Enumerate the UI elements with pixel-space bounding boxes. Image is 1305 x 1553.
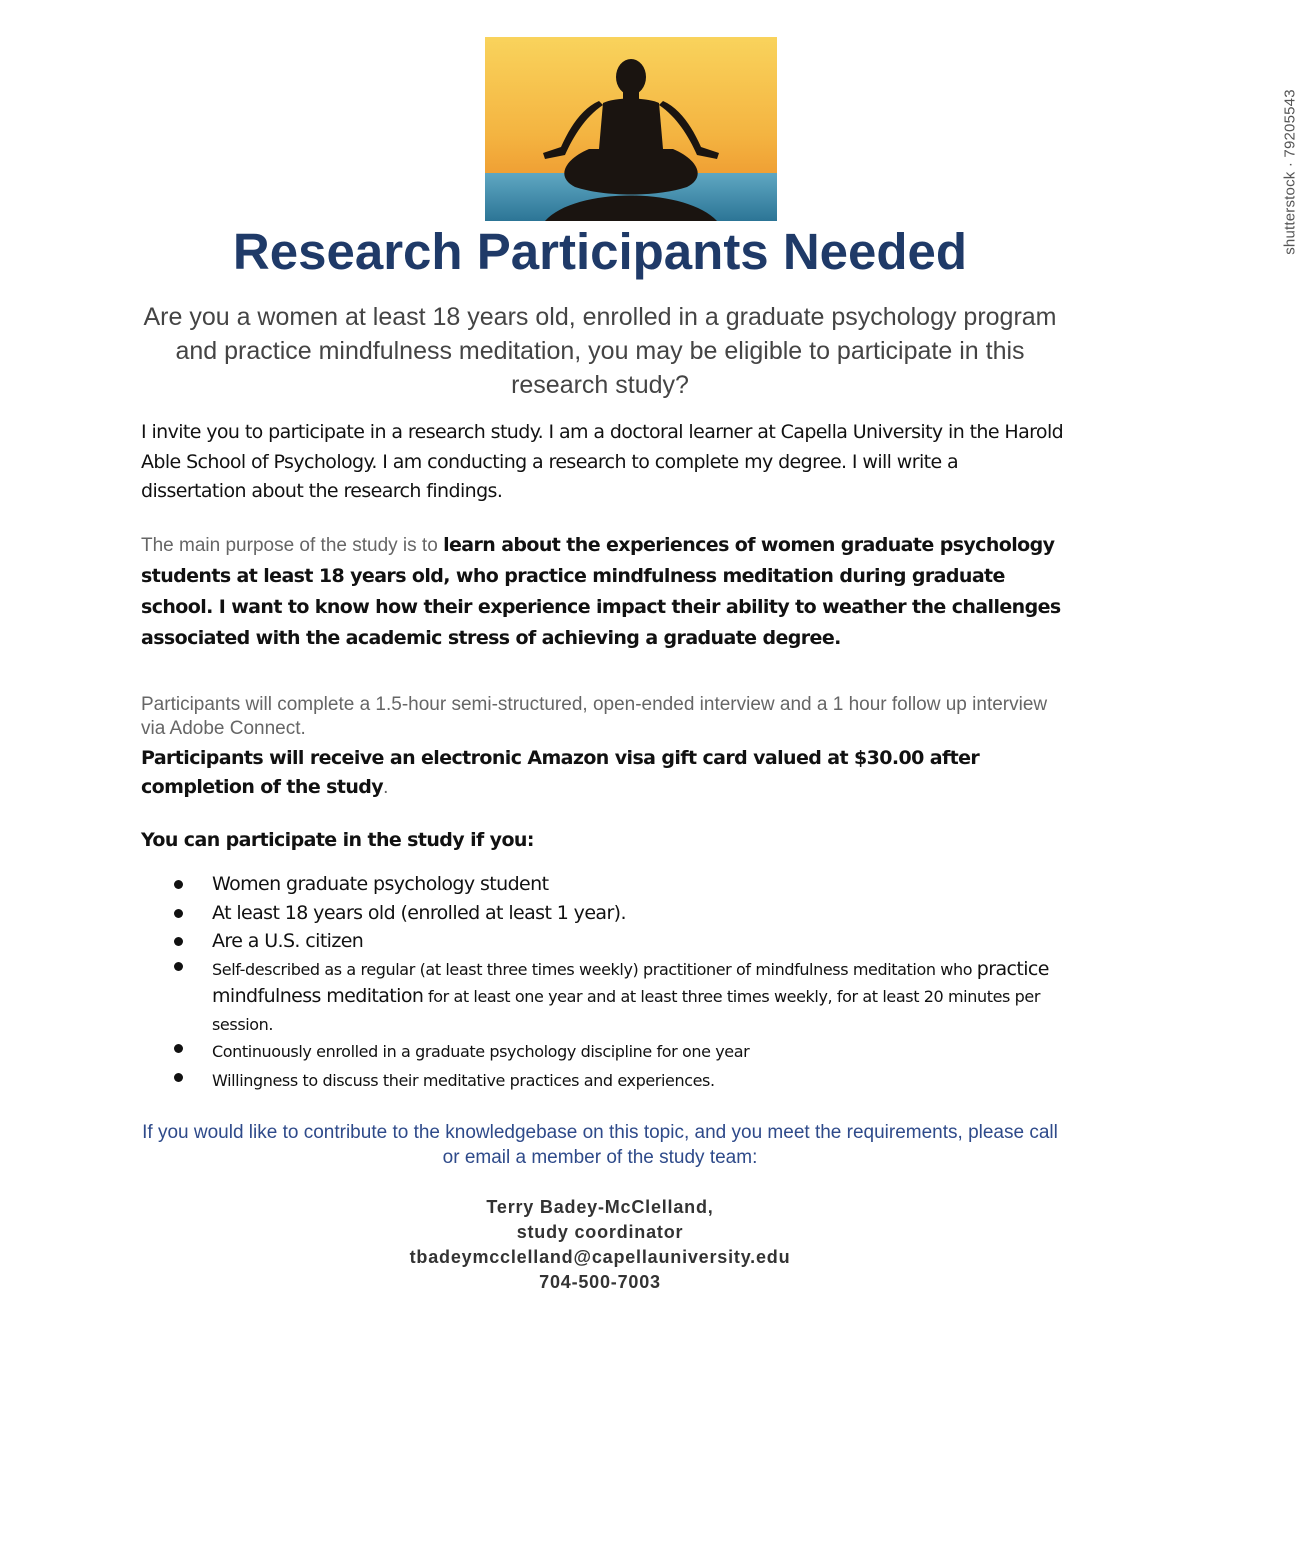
criterion-text: Continuously enrolled in a graduate psychology discipline for one year [212,1042,750,1061]
criterion-text: Are a U.S. citizen [212,930,364,952]
call-to-action: If you would like to contribute to the knowledgebase on this topic, and you meet the requirements, please call or email a member of the study team: [142,1122,1058,1168]
list-item [172,1067,1072,1095]
contact-block [0,1195,1200,1295]
meditation-silhouette-icon [485,37,777,221]
purpose-lead: The main purpose of the study is to [141,535,444,556]
eligibility-heading: You can participate in the study if you: [141,829,534,851]
bullet-icon [174,962,183,971]
gift-card-notice [141,744,1066,802]
bullet-icon [174,1073,183,1082]
criterion-text: Willingness to discuss their meditative practices and experiences. [212,1071,715,1090]
criterion-text: Women graduate psychology student [212,873,549,895]
interview-description: Participants will complete a 1.5-hour semi-structured, open-ended interview and a 1 hour follow up interview via Adobe Connect. [141,694,1048,739]
bullet-icon [174,880,183,889]
intro-paragraph: I invite you to participate in a research study. I am a doctoral learner at Capella University in the Harold Able School of Psychology. I am conducting a research to complete my degree. I will write a dissertation about the research findings. [141,421,1064,502]
list-item [172,956,1072,1039]
page-title: Research Participants Needed [232,223,968,280]
list-item [172,870,1072,899]
eligibility-criteria-list [172,870,1072,1095]
purpose-paragraph [141,530,1066,654]
watermark [1275,89,1305,255]
purpose-body: learn about the experiences of women graduate psychology students at least 18 years old, who practice mindfulness meditation during graduate school. I want to know how their experience impact their ability to weather the challenges associated with the academic stress of achieving a graduate degree. [141,534,1061,649]
logo [485,37,1299,255]
watermark-text: shutterstock · 79205543 [1281,89,1299,255]
criterion-text-after: for at least one year and at least three times weekly, for at least 20 minutes per session. [212,987,1041,1034]
criterion-text-before: Self-described as a regular (at least three times weekly) practitioner of mindfulness meditation who [212,959,977,979]
contact-name: Terry Badey-McClelland, [486,1197,714,1217]
contact-email[interactable]: tbadeymcclelland@capellauniversity.edu [409,1247,791,1267]
eligibility-question: Are you a women at least 18 years old, enrolled in a graduate psychology program and practice mindfulness meditation, you may be eligible to participate in this research study? [143,303,1057,399]
list-item [172,1038,1072,1066]
bullet-icon [174,937,183,946]
contact-phone[interactable]: 704-500-7003 [539,1272,661,1292]
bullet-icon [174,1044,183,1053]
bullet-icon [174,909,183,918]
gift-card-period: . [383,777,389,798]
criterion-emphasis: practice mindfulness meditation [212,957,1049,1007]
contact-role: study coordinator [516,1222,684,1242]
list-item [172,899,1072,928]
list-item [172,927,1072,956]
gift-card-text: Participants will receive an electronic Amazon visa gift card valued at $30.00 after completion of the study [141,747,980,798]
criterion-text: At least 18 years old (enrolled at least 1 year). [212,901,626,924]
